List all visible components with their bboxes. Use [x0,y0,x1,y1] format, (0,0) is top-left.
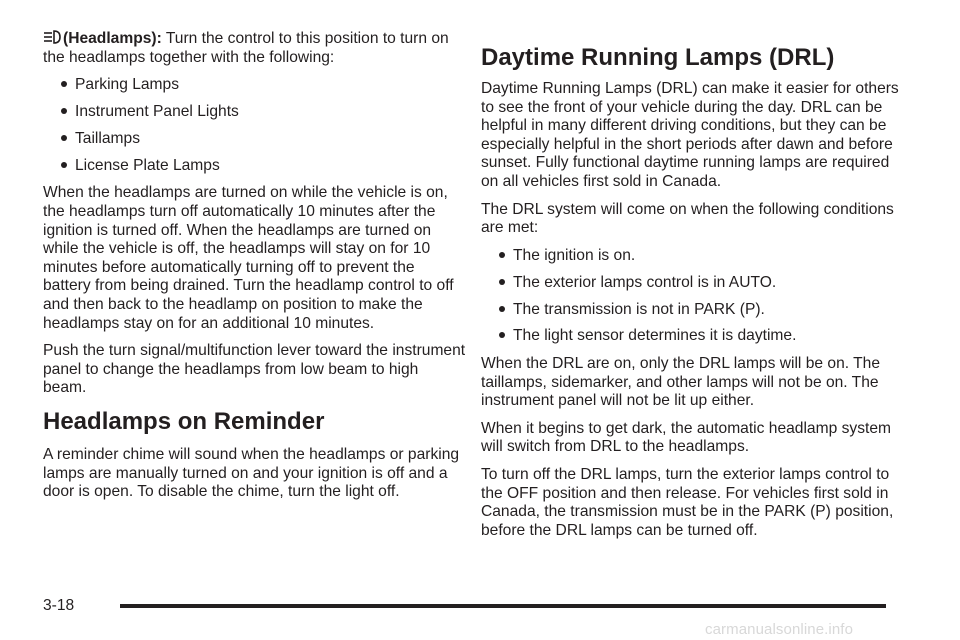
list-item: Instrument Panel Lights [61,103,466,122]
drl-intro-paragraph: Daytime Running Lamps (DRL) can make it easier for others to see the front of your vehicle during the day. DRL can be helpful in many different driving conditions, but they can be especially helpful in the short periods after dawn and before sunset. Fully functional daytime running lamps are required on all vehicles first sold in Canada. [481,80,899,190]
list-item: The light sensor determines it is daytime. [499,327,904,346]
footer-rule [120,604,886,608]
drl-off-paragraph: To turn off the DRL lamps, turn the exterior lamps control to the OFF position and then release. For vehicles first sold in Canada, the transmission must be in the PARK (P) position, before the DRL lamps can be turned off. [481,465,894,539]
drl-dark-paragraph: When it begins to get dark, the automatic headlamp system will switch from DRL to the headlamps. [481,419,891,456]
list-item: The ignition is on. [499,247,904,266]
headlamp-icon [43,30,61,44]
list-item: License Plate Lamps [61,157,466,176]
headlamps-paragraph [43,30,466,67]
auto-off-paragraph: When the headlamps are turned on while the vehicle is on, the headlamps turn off automatically 10 minutes after the ignition is turned off. When the headlamps are turned on while the vehicle is off, the headlamps will stay on for 10 minutes before automatically turning off to prevent the battery from being drained. Turn the headlamp control to off and then back to the headlamp on position to make the headlamps stay on for an additional 10 minutes. [43,184,454,332]
reminder-paragraph: A reminder chime will sound when the headlamps or parking lamps are manually turned on and your ignition is off and a door is open. To disable the chime, turn the light off. [43,445,460,501]
headlamps-label: (Headlamps): [63,30,162,47]
drl-conditions-list [481,247,904,346]
drl-heading: Daytime Running Lamps (DRL) [481,44,835,71]
left-column [43,30,466,511]
reminder-heading: Headlamps on Reminder [43,407,325,435]
page-number: 3-18 [43,597,75,614]
headlamp-list [43,76,466,175]
list-item: Taillamps [61,130,466,149]
footer-site: carmanualsonline.info [705,621,854,638]
drl-on-paragraph: When the DRL are on, only the DRL lamps will be on. The taillamps, sidemarker, and other lamps will not be on. The instrument panel will not be lit up either. [481,355,880,410]
headlamps-text: Turn the control to this position to turn on the headlamps together with the following: [43,30,449,66]
high-beam-paragraph: Push the turn signal/multifunction lever toward the instrument panel to change the headlamps from low beam to high beam. [43,342,466,397]
drl-conditions-intro: The DRL system will come on when the following conditions are met: [481,200,894,237]
list-item: The transmission is not in PARK (P). [499,301,904,320]
right-column [481,44,904,549]
list-item: The exterior lamps control is in AUTO. [499,274,904,293]
list-item: Parking Lamps [61,76,466,95]
